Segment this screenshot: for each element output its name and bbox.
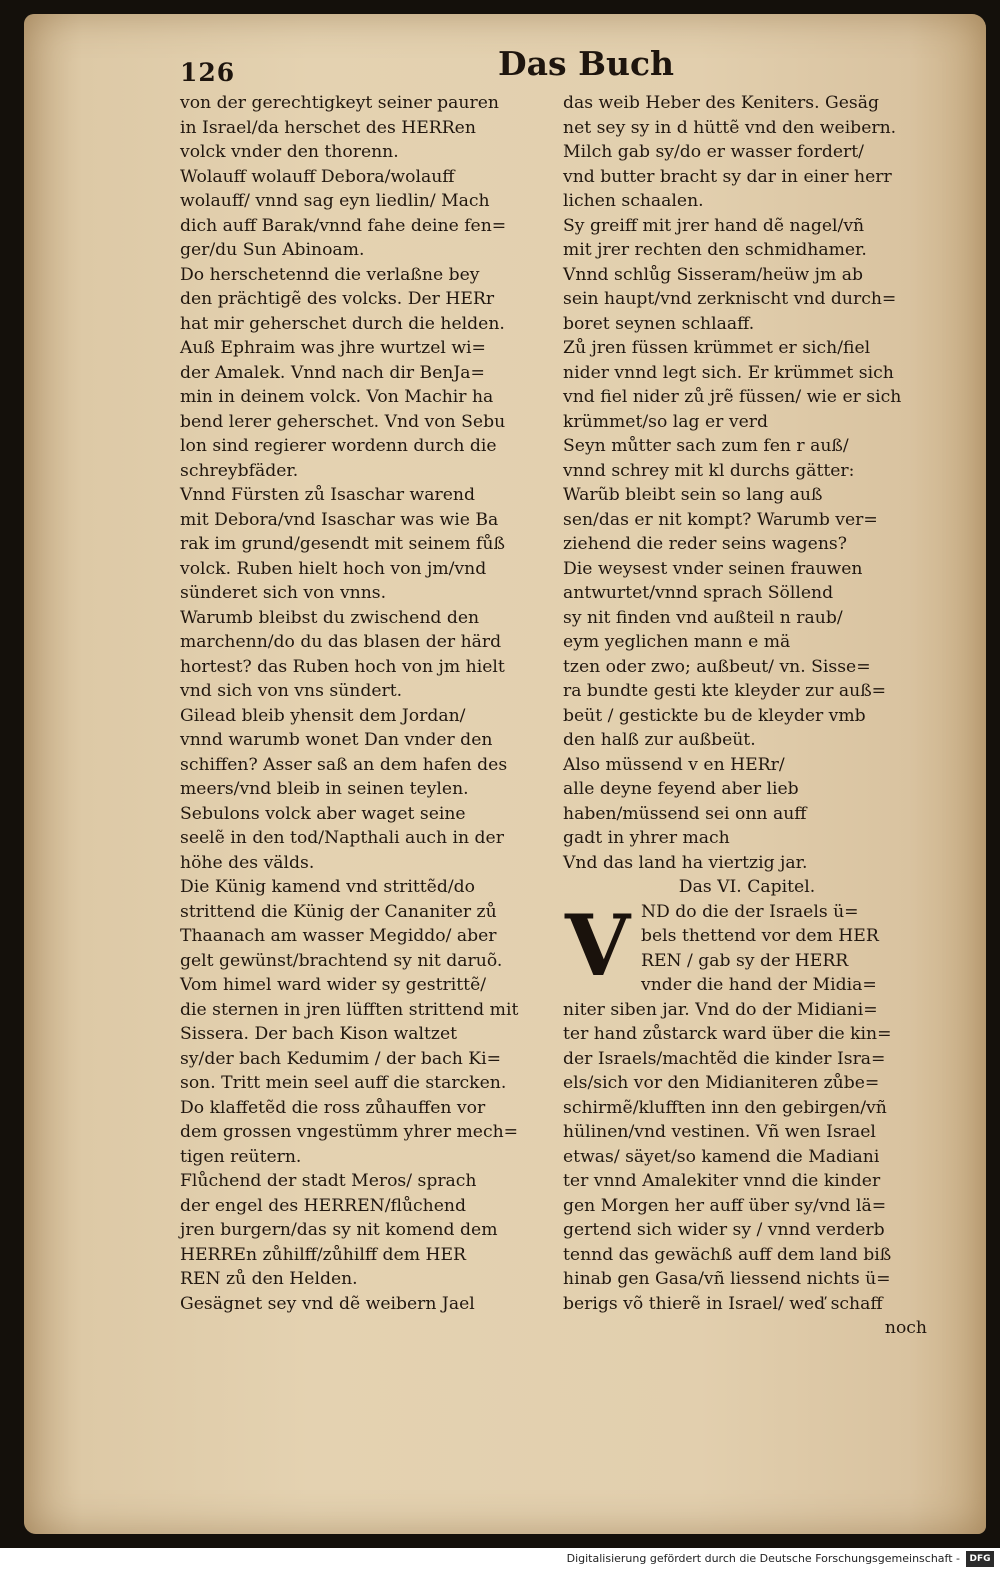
- text-line: Sissera. Der bach Kison waltzet: [180, 1024, 458, 1044]
- text-line: ziehend die reder seins wagens?: [563, 534, 847, 554]
- text-line: dem grossen vngestümm yhrer mech=: [180, 1122, 519, 1142]
- text-line: els/sich vor den Midianiteren zůbe=: [563, 1073, 880, 1093]
- text-line: schreybfäder.: [180, 460, 299, 481]
- text-line: Auß Ephraim was jhre wurtzel wi=: [180, 338, 486, 358]
- text-line: vnnd warumb wonet Dan vnder den: [180, 730, 493, 750]
- text-line: dich auff Barak/vnnd fahe deine fen=: [180, 215, 507, 236]
- text-line: sy/der bach Kedumim / der bach Ki=: [180, 1048, 502, 1069]
- left-text-column: [180, 91, 555, 1316]
- text-line: der Israels/machtẽd die kinder Isra=: [563, 1048, 886, 1069]
- text-line: beüt / gestickte bu de kleyder vmb: [563, 705, 866, 726]
- text-line: min in deinem volck. Von Machir ha: [180, 387, 494, 407]
- text-line: Gesägnet sey vnd dẽ weibern Jael: [180, 1293, 475, 1314]
- text-line: alle deyne feyend aber lieb: [563, 779, 799, 799]
- text-line: nider vnnd legt sich. Er krümmet sich: [563, 362, 894, 383]
- text-line: Vnnd Fürsten zů Isaschar warend: [180, 485, 475, 505]
- dfg-logo: DFG: [966, 1551, 994, 1567]
- digitization-credit: Digitalisierung gefördert durch die Deutsche Forschungsgemeinschaft -: [566, 1552, 960, 1565]
- text-line: tennd das gewächß auff dem land biß: [563, 1244, 892, 1265]
- text-line: Die weysest vnder seinen frauwen: [563, 558, 863, 579]
- text-line: meers/vnd bleib in seinen teylen.: [180, 779, 469, 799]
- text-line: bend lerer geherschet. Vnd von Sebu: [180, 411, 506, 432]
- text-line: REN zů den Helden.: [180, 1269, 358, 1289]
- text-line: vnder die hand der Midia=: [641, 975, 877, 995]
- text-line: schirmẽ/klufften inn den gebirgen/vñ: [563, 1097, 887, 1118]
- text-line: sein haupt/vnd zerknischt vnd durch=: [563, 289, 897, 309]
- drop-initial-letter: V: [565, 895, 631, 995]
- text-line: Warumb bleibst du zwischend den: [180, 607, 480, 628]
- text-line: volck. Ruben hielt hoch von jm/vnd: [180, 558, 487, 579]
- text-line: marchenn/do du das blasen der härd: [180, 632, 502, 652]
- text-line: wolauff/ vnnd sag eyn liedlin/ Mach: [180, 191, 490, 211]
- text-line: schiffen? Asser saß an dem hafen des: [180, 754, 508, 775]
- text-line: höhe des välds.: [180, 852, 315, 873]
- text-line: tigen reütern.: [180, 1146, 302, 1167]
- text-line: der Amalek. Vnnd nach dir BenJa=: [180, 362, 485, 383]
- text-line: jren burgern/das sy nit komend dem: [180, 1220, 498, 1240]
- text-line: boret seynen schlaaff.: [563, 313, 755, 334]
- text-line: ND do die der Israels ü=: [641, 901, 859, 922]
- text-line: Vnnd schlůg Sisseram/heüw jm ab: [563, 264, 864, 285]
- text-line: von der gerechtigkeyt seiner pauren: [180, 93, 499, 113]
- text-line: vnd fiel nider zů jrẽ füssen/ wie er sich: [563, 387, 902, 407]
- text-line: ra bundte gesti kte kleyder zur auß=: [563, 681, 887, 701]
- text-line: sy nit finden vnd außteil n raub/: [563, 607, 843, 628]
- text-line: ter vnnd Amalekiter vnnd die kinder: [563, 1171, 881, 1191]
- text-line: ter hand zůstarck ward über die kin=: [563, 1024, 892, 1044]
- text-line: tzen oder zwo; außbeut/ vn. Sisse=: [563, 656, 871, 677]
- chapter-title: Das VI. Capitel.: [678, 877, 816, 897]
- text-line: vnnd schrey mit kl durchs gätter:: [563, 460, 855, 481]
- text-line: niter siben jar. Vnd do der Midiani=: [563, 999, 878, 1020]
- text-line: hülinen/vnd vestinen. Vñ wen Israel: [563, 1122, 876, 1142]
- text-line: der engel des HERREN/flůchend: [180, 1195, 466, 1216]
- text-line: net sey sy in d hüttẽ vnd den weibern.: [563, 117, 897, 138]
- text-line: vnd butter bracht sy dar in einer herr: [563, 166, 892, 187]
- text-line: volck vnder den thorenn.: [180, 142, 399, 162]
- text-line: lon sind regierer wordenn durch die: [180, 436, 497, 456]
- text-line: mit Debora/vnd Isaschar was wie Ba: [180, 509, 499, 530]
- right-text-column: [563, 91, 931, 1341]
- text-line: haben/müssend sei onn auff: [563, 803, 807, 824]
- text-line: mit jrer rechten den schmidhamer.: [563, 240, 867, 260]
- text-line: Vom himel ward wider sy gestrittẽ/: [180, 975, 487, 995]
- page-number: 126: [180, 58, 236, 87]
- text-line: Die Künig kamend vnd strittẽd/do: [180, 877, 475, 897]
- running-head: Das Buch: [498, 44, 675, 83]
- text-line: gen Morgen her auff über sy/vnd lä=: [563, 1195, 887, 1216]
- text-line: sünderet sich von vnns.: [180, 583, 387, 603]
- text-line: Milch gab sy/do er wasser fordert/: [563, 142, 864, 162]
- text-line: vnd sich von vns sündert.: [180, 681, 403, 701]
- text-line: rak im grund/gesendt mit seinem fůß: [180, 534, 505, 554]
- text-line: etwas/ säyet/so kamend die Madiani: [563, 1146, 880, 1167]
- text-line: strittend die Künig der Cananiter zů: [180, 901, 497, 922]
- text-line: Do herschetennd die verlaßne bey: [180, 264, 480, 285]
- text-line: Vnd das land ha viertzig jar.: [563, 852, 808, 873]
- text-line: son. Tritt mein seel auff die starcken.: [180, 1073, 507, 1093]
- right-column-verses: [563, 91, 931, 875]
- text-line: die sternen in jren lüfften strittend mit: [180, 999, 519, 1020]
- text-line: Sy greiff mit jrer hand dẽ nagel/vñ: [563, 215, 865, 236]
- text-line: sen/das er nit kompt? Warumb ver=: [563, 509, 878, 530]
- text-line: hortest? das Ruben hoch von jm hielt: [180, 656, 505, 677]
- text-line: Flůchend der stadt Meros/ sprach: [180, 1171, 477, 1191]
- text-line: antwurtet/vnnd sprach Söllend: [563, 583, 834, 603]
- text-line: den halß zur außbeüt.: [563, 730, 756, 750]
- text-line: eym yeglichen mann e mä: [563, 632, 791, 652]
- catchword: noch: [884, 1318, 927, 1338]
- text-line: Gilead bleib yhensit dem Jordan/: [180, 705, 466, 726]
- text-line: seelẽ in den tod/Napthali auch in der: [180, 828, 504, 848]
- text-line: in Israel/da herschet des HERRen: [180, 117, 476, 138]
- text-line: den prächtigẽ des volcks. Der HERr: [180, 289, 495, 309]
- text-line: REN / gab sy der HERR: [641, 950, 849, 971]
- text-line: Sebulons volck aber waget seine: [180, 803, 466, 824]
- text-line: gelt gewünst/brachtend sy nit daruõ.: [180, 950, 503, 971]
- text-line: Also müssend v en HERr/: [563, 754, 785, 775]
- text-line: Thaanach am wasser Megiddo/ aber: [180, 926, 497, 946]
- text-line: lichen schaalen.: [563, 191, 704, 211]
- text-line: gertend sich wider sy / vnnd verderb: [563, 1220, 885, 1240]
- text-line: das weib Heber des Keniters. Gesäg: [563, 93, 879, 113]
- text-line: gadt in yhrer mach: [563, 828, 730, 848]
- text-line: HERREn zůhilff/zůhilff dem HER: [180, 1244, 466, 1265]
- text-line: berigs võ thierẽ in Israel/ weď schaff: [563, 1293, 883, 1314]
- text-line: hinab gen Gasa/vñ liessend nichts ü=: [563, 1269, 891, 1289]
- text-line: Wolauff wolauff Debora/wolauff: [180, 166, 455, 187]
- text-line: Warũb bleibt sein so lang auß: [563, 485, 823, 505]
- text-line: hat mir geherschet durch die helden.: [180, 313, 505, 334]
- text-line: Do klaffetẽd die ross zůhauffen vor: [180, 1097, 486, 1118]
- text-line: Seyn můtter sach zum fen r auß/: [563, 436, 849, 456]
- text-line: Zů jren füssen krümmet er sich/fiel: [563, 338, 871, 358]
- text-line: bels thettend vor dem HER: [641, 926, 879, 946]
- text-line: ger/du Sun Abinoam.: [180, 240, 365, 260]
- footer-bar: [0, 1548, 1000, 1571]
- chapter-opening: [563, 895, 931, 1317]
- text-line: krümmet/so lag er verd: [563, 411, 768, 432]
